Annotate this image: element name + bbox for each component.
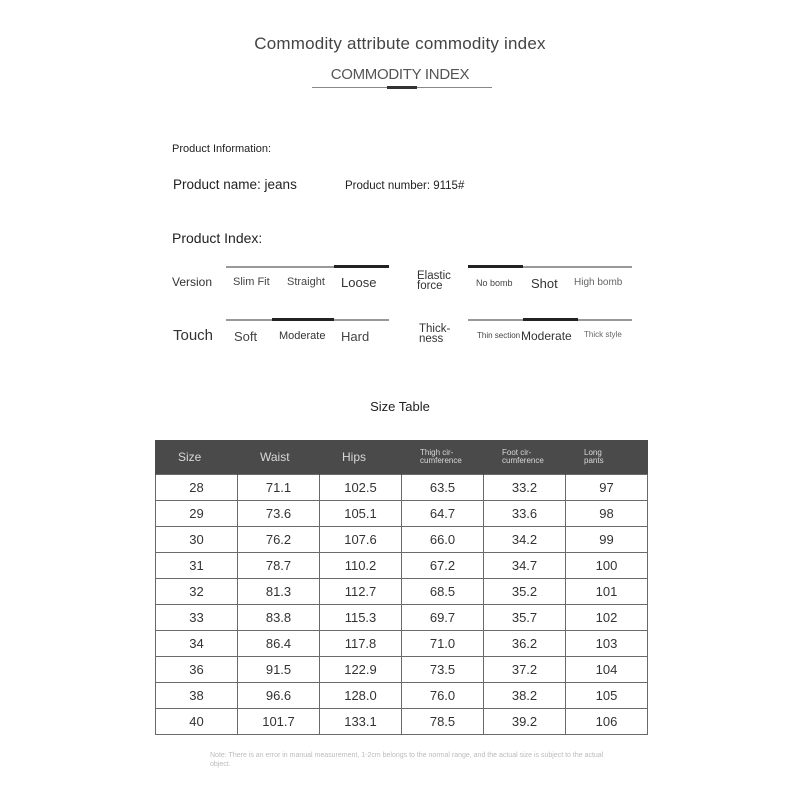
table-cell-waist: 96.6 [238,683,320,709]
table-cell-hips: 107.6 [320,527,402,553]
size-table-title: Size Table [370,399,430,414]
thickness-scale-track-right [578,319,632,321]
table-cell-thigh-circumference: 67.2 [402,553,484,579]
touch-scale-selected [272,318,334,321]
table-cell-long-pants: 105 [566,683,648,709]
table-row [156,683,648,709]
table-cell-size: 31 [156,553,238,579]
thickness-option-moderate: Moderate [521,329,572,343]
table-cell-foot-circumference: 35.2 [484,579,566,605]
table-cell-long-pants: 99 [566,527,648,553]
table-row [156,709,648,735]
size-table [155,440,648,735]
elastic-scale-track [523,266,632,268]
table-cell-hips: 115.3 [320,605,402,631]
table-cell-hips: 117.8 [320,631,402,657]
touch-scale-track-right [334,319,389,321]
header-text: cumference [502,456,544,465]
table-cell-waist: 86.4 [238,631,320,657]
version-option-loose: Loose [341,275,377,290]
table-cell-foot-circumference: 38.2 [484,683,566,709]
table-cell-thigh-circumference: 66.0 [402,527,484,553]
table-cell-waist: 78.7 [238,553,320,579]
touch-option-hard: Hard [341,329,370,344]
table-cell-long-pants: 102 [566,605,648,631]
table-cell-size: 36 [156,657,238,683]
table-row [156,631,648,657]
product-number: Product number: 9115# [345,180,465,192]
header-size [156,440,238,475]
version-scale-selected [334,265,389,268]
thickness-scale-selected [523,318,578,321]
version-option-straight: Straight [287,276,325,288]
table-row [156,605,648,631]
table-row [156,579,648,605]
table-cell-foot-circumference: 34.2 [484,527,566,553]
table-cell-size: 40 [156,709,238,735]
table-cell-hips: 105.1 [320,501,402,527]
header-text: Long [584,447,602,457]
product-info-label: Product Information: [172,143,272,155]
table-cell-waist: 101.7 [238,709,320,735]
page-title: Commodity attribute commodity index [254,34,546,53]
size-table-body [156,475,648,735]
table-row [156,553,648,579]
page-subtitle: COMMODITY INDEX [330,66,470,83]
measurement-note: Note: There is an error in manual measurement, 1-2cm belongs to the normal range, and the actual size is subject to the actual object. [210,752,604,769]
table-cell-waist: 71.1 [238,475,320,501]
table-cell-hips: 102.5 [320,475,402,501]
table-cell-foot-circumference: 36.2 [484,631,566,657]
touch-option-moderate: Moderate [279,330,326,342]
table-cell-thigh-circumference: 73.5 [402,657,484,683]
product-name: Product name: jeans [173,177,297,192]
table-cell-thigh-circumference: 71.0 [402,631,484,657]
header-text: Foot cir- [502,447,532,457]
table-cell-thigh-circumference: 68.5 [402,579,484,605]
size-table-header [156,440,648,475]
table-cell-size: 34 [156,631,238,657]
touch-label: Touch [173,327,214,344]
header-text: cumference [420,456,462,465]
table-cell-hips: 133.1 [320,709,402,735]
version-scale-track [226,266,334,268]
product-index-label: Product Index: [172,230,263,246]
elastic-option-no-bomb: No bomb [476,278,513,288]
elastic-option-high-bomb: High bomb [574,277,623,288]
table-row [156,527,648,553]
version-option-slim-fit: Slim Fit [233,276,270,288]
table-cell-thigh-circumference: 78.5 [402,709,484,735]
header-text: Thigh cir- [420,447,454,457]
table-cell-size: 30 [156,527,238,553]
elastic-option-shot: Shot [531,276,558,291]
thickness-label-line1: Thick- [419,323,451,335]
elastic-scale-selected [468,265,523,268]
table-row [156,657,648,683]
touch-scale-track-left [226,319,272,321]
table-cell-foot-circumference: 33.6 [484,501,566,527]
header-text: Waist [260,449,290,464]
header-waist [238,440,320,475]
thickness-option-thick: Thick style [584,330,622,339]
table-cell-size: 33 [156,605,238,631]
table-cell-long-pants: 101 [566,579,648,605]
table-cell-waist: 91.5 [238,657,320,683]
table-cell-hips: 128.0 [320,683,402,709]
header-text: Hips [342,449,367,464]
elastic-label-line1: Elastic [417,270,451,282]
table-cell-size: 32 [156,579,238,605]
table-cell-waist: 81.3 [238,579,320,605]
subtitle-divider-accent [387,86,417,89]
table-row [156,501,648,527]
table-cell-thigh-circumference: 63.5 [402,475,484,501]
thickness-label [419,324,450,344]
header-foot-circumference [484,440,566,475]
table-cell-hips: 112.7 [320,579,402,605]
table-cell-long-pants: 100 [566,553,648,579]
header-long-pants [566,440,648,475]
table-cell-foot-circumference: 33.2 [484,475,566,501]
thickness-label-line2: ness [419,333,444,345]
header-hips [320,440,402,475]
table-cell-hips: 122.9 [320,657,402,683]
elastic-label-line2: force [417,280,443,292]
table-cell-foot-circumference: 37.2 [484,657,566,683]
table-row [156,475,648,501]
table-cell-size: 28 [156,475,238,501]
table-cell-long-pants: 103 [566,631,648,657]
touch-option-soft: Soft [234,329,258,344]
header-text: Size [178,449,202,464]
table-cell-size: 38 [156,683,238,709]
header-thigh-circumference [402,440,484,475]
thickness-option-thin: Thin section [477,331,521,340]
table-cell-thigh-circumference: 76.0 [402,683,484,709]
table-cell-waist: 83.8 [238,605,320,631]
table-cell-long-pants: 98 [566,501,648,527]
table-cell-long-pants: 106 [566,709,648,735]
table-cell-waist: 76.2 [238,527,320,553]
table-cell-waist: 73.6 [238,501,320,527]
table-cell-thigh-circumference: 64.7 [402,501,484,527]
elastic-label [417,271,451,291]
table-cell-thigh-circumference: 69.7 [402,605,484,631]
header-text: pants [584,456,604,465]
table-cell-size: 29 [156,501,238,527]
table-cell-foot-circumference: 39.2 [484,709,566,735]
table-cell-foot-circumference: 35.7 [484,605,566,631]
version-label: Version [172,275,213,289]
table-cell-foot-circumference: 34.7 [484,553,566,579]
table-cell-long-pants: 97 [566,475,648,501]
table-cell-long-pants: 104 [566,657,648,683]
table-cell-hips: 110.2 [320,553,402,579]
thickness-scale-track-left [468,319,523,321]
